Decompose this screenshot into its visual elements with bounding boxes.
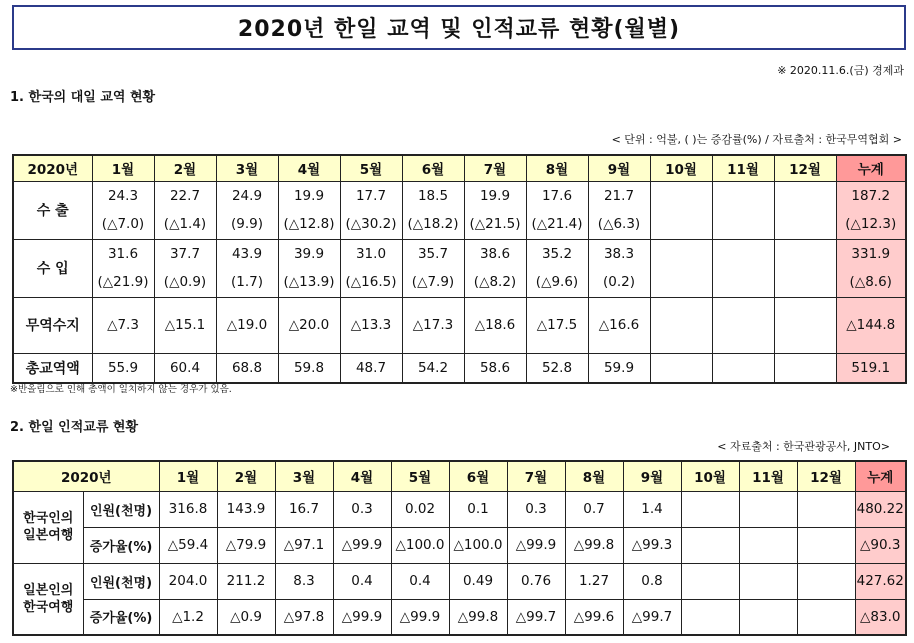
export-rate: (△12.3) [845,216,897,232]
export-rate: (△30.2) [345,216,397,232]
import-cell [588,239,650,297]
import-value: 38.6 [479,246,511,262]
export-rate: (△18.2) [407,216,459,232]
balance-label: 무역수지 [13,297,92,353]
date-line: ※ 2020.11.6.(금) 경제과 [777,64,904,77]
import-cell [650,239,712,297]
header-cell: 12월 [797,461,855,491]
rate-value: △99.9 [507,527,565,563]
import-rate: (△8.2) [473,274,517,290]
rate-value: △90.3 [855,527,906,563]
balance-value: △13.3 [340,297,402,353]
people-value: 143.9 [217,491,275,527]
import-rate: (△16.5) [345,274,397,290]
rate-row [13,527,906,563]
people-value: 0.1 [449,491,507,527]
people-value: 0.4 [391,563,449,599]
balance-row [13,297,906,353]
header-cell: 8월 [526,155,588,181]
traveler-group-label [13,563,83,635]
export-value: 187.2 [851,188,891,204]
import-rate: (△0.9) [163,274,207,290]
rate-value: △99.8 [565,527,623,563]
export-cell [712,181,774,239]
export-value [713,182,774,210]
rate-value: △100.0 [449,527,507,563]
total-label: 총교역액 [13,353,92,383]
export-cell [836,181,906,239]
import-cell [836,239,906,297]
people-value: 8.3 [275,563,333,599]
people-label: 인원(천명) [83,563,159,599]
people-value: 0.8 [623,563,681,599]
import-value [713,240,774,268]
people-value: 427.62 [855,563,906,599]
rate-value: △79.9 [217,527,275,563]
rate-value: △0.9 [217,599,275,635]
export-cell [340,181,402,239]
people-value: 1.27 [565,563,623,599]
total-value [650,353,712,383]
export-value: 24.3 [107,188,139,204]
people-value: 0.7 [565,491,623,527]
rate-value: △99.9 [391,599,449,635]
people-value: 1.4 [623,491,681,527]
total-value: 52.8 [526,353,588,383]
header-cell: 9월 [588,155,650,181]
import-rate [651,268,712,296]
import-value: 31.0 [355,246,387,262]
exchange-header-row [13,461,906,491]
import-rate [775,268,836,296]
export-rate: (△12.8) [283,216,335,232]
group-label-line: 일본인의 [23,582,74,598]
balance-value: △19.0 [216,297,278,353]
trade-header-row [13,155,906,181]
rate-value: △59.4 [159,527,217,563]
header-cell: 8월 [565,461,623,491]
total-value: 59.9 [588,353,650,383]
total-value: 59.8 [278,353,340,383]
header-cell: 1월 [159,461,217,491]
traveler-group-label [13,491,83,563]
import-value: 331.9 [851,246,891,262]
export-value: 19.9 [479,188,511,204]
balance-value [712,297,774,353]
export-cell [588,181,650,239]
people-value [681,491,739,527]
header-cell: 2020년 [13,155,92,181]
people-value [681,563,739,599]
people-value: 480.22 [855,491,906,527]
import-cell [464,239,526,297]
import-label: 수 입 [13,239,92,297]
export-cell [216,181,278,239]
rate-value [681,527,739,563]
total-value [774,353,836,383]
people-value: 211.2 [217,563,275,599]
header-cell: 1월 [92,155,154,181]
trade-table [12,154,907,384]
balance-value: △16.6 [588,297,650,353]
balance-value: △20.0 [278,297,340,353]
people-value: 0.3 [507,491,565,527]
rate-value [739,599,797,635]
header-cell: 5월 [340,155,402,181]
header-cell: 12월 [774,155,836,181]
section1-unit-note: < 단위 : 억불, ( )는 증감률(%) / 자료출처 : 한국무역협회 > [611,133,902,146]
people-label: 인원(천명) [83,491,159,527]
people-value [739,491,797,527]
header-cell: 10월 [650,155,712,181]
balance-value: △18.6 [464,297,526,353]
header-cell: 2월 [154,155,216,181]
rate-value: △99.7 [623,599,681,635]
header-cell: 9월 [623,461,681,491]
import-cell [526,239,588,297]
import-row [13,239,906,297]
people-row [13,491,906,527]
balance-value [774,297,836,353]
rate-value: △99.6 [565,599,623,635]
import-cell [216,239,278,297]
total-trade-row [13,353,906,383]
header-cell: 11월 [739,461,797,491]
people-row [13,563,906,599]
export-label: 수 출 [13,181,92,239]
export-cell [774,181,836,239]
rate-value: △97.8 [275,599,333,635]
header-cell: 10월 [681,461,739,491]
group-label-line: 한국인의 [23,511,74,526]
exchange-table [12,460,907,636]
people-value: 16.7 [275,491,333,527]
header-cell: 2월 [217,461,275,491]
people-value: 204.0 [159,563,217,599]
header-cell: 2020년 [13,461,159,491]
balance-value: △7.3 [92,297,154,353]
section1-heading: 1. 한국의 대일 교역 현황 [10,90,156,105]
export-value: 24.9 [231,188,263,204]
import-rate: (△21.9) [97,274,149,290]
export-value: 22.7 [169,188,201,204]
total-value [712,353,774,383]
export-rate: (△7.0) [101,216,145,232]
total-value: 54.2 [402,353,464,383]
header-cell: 6월 [402,155,464,181]
export-cell [278,181,340,239]
balance-value: △17.3 [402,297,464,353]
people-value: 0.02 [391,491,449,527]
header-cell: 3월 [216,155,278,181]
import-cell [402,239,464,297]
balance-value: △144.8 [836,297,906,353]
rate-value: △83.0 [855,599,906,635]
export-cell [154,181,216,239]
rate-value: △100.0 [391,527,449,563]
total-value: 48.7 [340,353,402,383]
group-label-line: 한국여행 [23,599,74,615]
import-rate: (△8.6) [849,274,892,290]
import-rate: (△13.9) [283,274,335,290]
people-value: 0.4 [333,563,391,599]
import-rate: (0.2) [602,274,635,290]
export-rate [651,210,712,238]
balance-value: △15.1 [154,297,216,353]
header-cell: 4월 [333,461,391,491]
export-rate: (△21.4) [531,216,583,232]
people-value [797,563,855,599]
header-cell: 7월 [507,461,565,491]
export-cell [92,181,154,239]
import-value: 43.9 [231,246,263,262]
header-cell: 4월 [278,155,340,181]
export-value [651,182,712,210]
rate-value [797,527,855,563]
export-rate: (△21.5) [469,216,521,232]
rate-label: 증가율(%) [83,599,159,635]
export-value: 18.5 [417,188,449,204]
export-rate: (△6.3) [597,216,641,232]
export-row [13,181,906,239]
header-cell: 11월 [712,155,774,181]
export-cell [402,181,464,239]
rate-value [797,599,855,635]
rounding-footnote: ※반올림으로 인해 총액이 일치하지 않는 경우가 있음. [10,384,232,395]
rate-value: △99.8 [449,599,507,635]
total-value: 58.6 [464,353,526,383]
section2-heading: 2. 한일 인적교류 현황 [10,420,139,435]
import-rate: (△9.6) [535,274,579,290]
header-cell: 누계 [855,461,906,491]
import-value: 39.9 [293,246,325,262]
import-cell [92,239,154,297]
export-value: 21.7 [603,188,635,204]
total-value: 68.8 [216,353,278,383]
page-title: 2020년 한일 교역 및 인적교류 현황(월별) [12,5,906,50]
export-value: 19.9 [293,188,325,204]
balance-value: △17.5 [526,297,588,353]
export-rate: (△1.4) [163,216,207,232]
people-value: 0.49 [449,563,507,599]
people-value: 0.3 [333,491,391,527]
section2-unit-note: < 자료출처 : 한국관광공사, JNTO> [717,440,890,453]
total-value: 55.9 [92,353,154,383]
rate-value: △97.1 [275,527,333,563]
balance-value [650,297,712,353]
rate-value [739,527,797,563]
rate-value [681,599,739,635]
export-value: 17.7 [355,188,387,204]
export-cell [650,181,712,239]
rate-value: △99.3 [623,527,681,563]
import-cell [154,239,216,297]
import-cell [340,239,402,297]
import-cell [774,239,836,297]
header-cell: 누계 [836,155,906,181]
header-cell: 6월 [449,461,507,491]
import-rate: (1.7) [230,274,263,290]
import-value: 31.6 [107,246,139,262]
rate-value: △99.7 [507,599,565,635]
header-cell: 7월 [464,155,526,181]
import-value: 38.3 [603,246,635,262]
export-cell [464,181,526,239]
export-rate [775,210,836,238]
rate-value: △99.9 [333,527,391,563]
rate-label: 증가율(%) [83,527,159,563]
import-value: 35.7 [417,246,449,262]
people-value [797,491,855,527]
rate-value: △99.9 [333,599,391,635]
import-rate [713,268,774,296]
total-value: 60.4 [154,353,216,383]
import-rate: (△7.9) [411,274,455,290]
import-value: 35.2 [541,246,573,262]
export-value: 17.6 [541,188,573,204]
header-cell: 5월 [391,461,449,491]
export-rate: (9.9) [230,216,263,232]
export-cell [526,181,588,239]
rate-row [13,599,906,635]
import-value [775,240,836,268]
export-value [775,182,836,210]
import-value [651,240,712,268]
people-value: 316.8 [159,491,217,527]
header-cell: 3월 [275,461,333,491]
export-rate [713,210,774,238]
people-value: 0.76 [507,563,565,599]
group-label-line: 일본여행 [23,528,74,543]
people-value [739,563,797,599]
import-cell [278,239,340,297]
total-value: 519.1 [836,353,906,383]
rate-value: △1.2 [159,599,217,635]
import-value: 37.7 [169,246,201,262]
import-cell [712,239,774,297]
